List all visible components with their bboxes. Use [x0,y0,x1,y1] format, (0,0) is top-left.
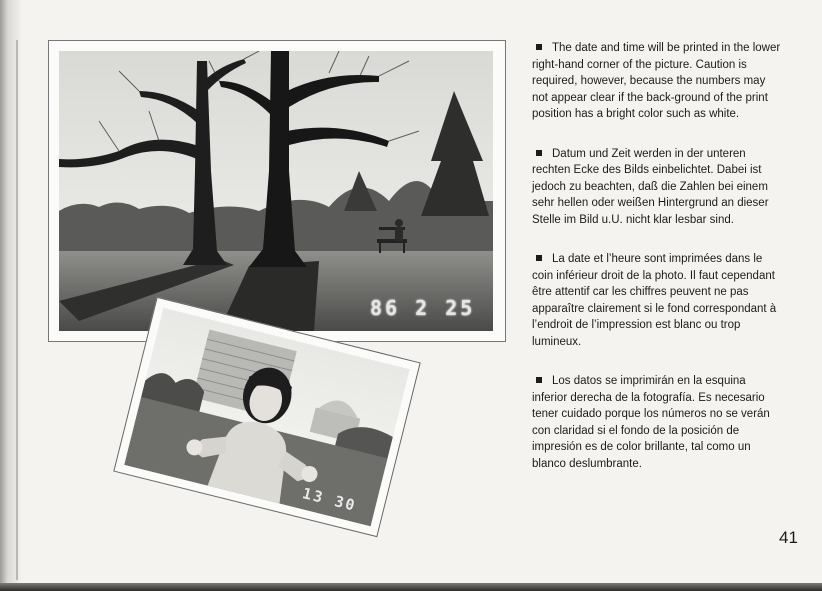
paragraph-spanish [532,373,782,472]
bullet-square-icon [536,150,542,156]
binding-line [16,40,18,580]
paragraph-german [532,146,782,229]
text-column [532,40,782,495]
time-imprint: 13 30 [300,484,359,515]
park-scene-image [59,51,493,331]
bullet-square-icon [536,44,542,50]
bullet-square-icon [536,255,542,261]
date-imprint: 86 2 25 [370,296,476,320]
bottom-edge-shadow [0,583,822,591]
paragraph-text: Datum und Zeit werden in der unteren rechten Ecke des Bilds einbelichtet. Dabei ist jedoch zu beachten, daß die Zahlen bei einem sehr hellen oder weißen Hintergrund an dieser Stelle im Bild u.U. nicht klar lesbar sind. [532,147,769,226]
paragraph-french [532,251,782,350]
bullet-square-icon [536,377,542,383]
paragraph-english [532,40,782,123]
paragraph-text: La date et l’heure sont imprimées dans le coin inférieur droit de la photo. Il faut cependant être attentif car les chiffres peuvent ne pas apparaître clairement si le fond correspondant à l’endroit de l’impression est blanc ou trop lumineux. [532,253,777,348]
paragraph-text: The date and time will be printed in the lower right-hand corner of the picture. Caution is required, however, because the numbers may not appear clear if the back-ground of the print position has a bright color such as white. [532,42,781,120]
page-number: 41 [779,528,798,547]
paragraph-text: Los datos se imprimirán en la esquina inferior derecha de la fotografía. Es necesario tener cuidado porque los números no se verán con claridad si el fondo de la posición de impresión es de color brillante, tal como un blanco deslumbrante. [532,375,770,470]
page-binding-shadow [0,0,22,591]
